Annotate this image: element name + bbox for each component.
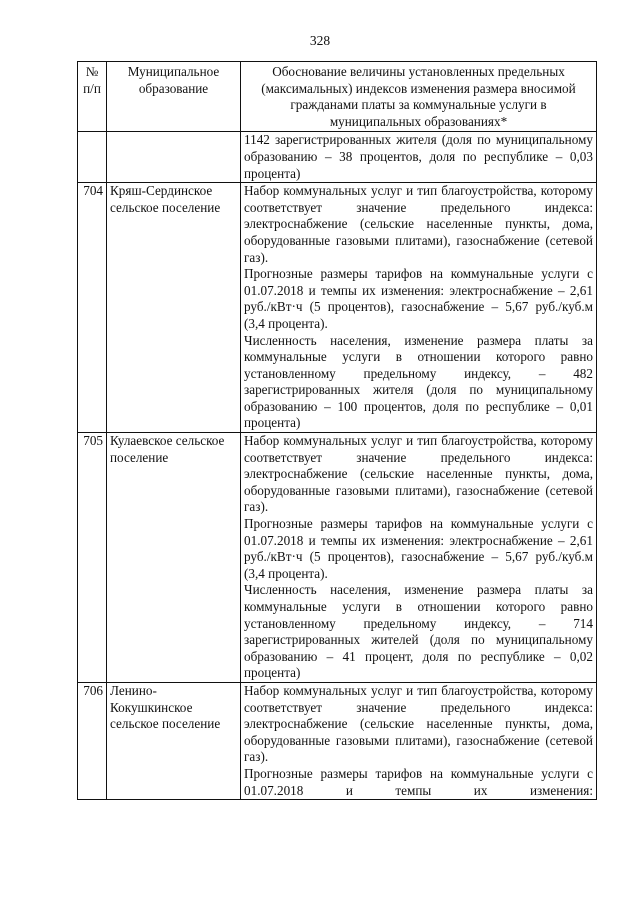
basis-paragraph: Численность населения, изменение размера платы за коммунальные услуги в отношении которого равно установленному предельному индексу, – 482 зарегистрированных жителя (доля по муниципальному образованию – 100 процентов, доля по республике – 0,01 процента)	[244, 332, 593, 431]
table-row-continuation	[78, 132, 597, 183]
row-number: 704	[78, 183, 107, 433]
row-municipality: Кряш-Сердинское сельское поселение	[107, 183, 241, 433]
header-number: № п/п	[78, 62, 107, 132]
tariff-index-table	[77, 61, 597, 800]
row-municipality-empty	[107, 132, 241, 183]
basis-paragraph: Прогнозные размеры тарифов на коммунальные услуги с 01.07.2018 и темпы их изменения: электроснабжение – 2,61 руб./кВт·ч (5 процентов), газоснабжение – 5,67 руб./куб.м (3,4 процента).	[244, 266, 593, 331]
table-header-row	[78, 62, 597, 132]
row-number: 706	[78, 682, 107, 799]
basis-paragraph: Прогнозные размеры тарифов на коммунальные услуги с 01.07.2018 и темпы их изменения: электроснабжение – 2,61 руб./кВт·ч (5 процентов), газоснабжение – 5,67 руб./куб.м (3,4 процента).	[244, 516, 593, 581]
row-basis	[241, 433, 597, 683]
basis-paragraph: Набор коммунальных услуг и тип благоустройства, которому соответствует значение предельного индекса: электроснабжение (сельские населенные пункты, дома, оборудованные газовыми плитами), газоснабжение (сетевой газ).	[244, 433, 593, 515]
table-row	[78, 682, 597, 799]
basis-paragraph: Численность населения, изменение размера платы за коммунальные услуги в отношении которого равно установленному предельному индексу, – 714 зарегистрированных жителей (доля по муниципальному образованию – 41 процент, доля по республике – 0,02 процента)	[244, 582, 593, 681]
row-basis	[241, 682, 597, 799]
row-basis	[241, 183, 597, 433]
page-number: 328	[309, 33, 331, 48]
header-municipality: Муниципальное образование	[107, 62, 241, 132]
basis-paragraph: Прогнозные размеры тарифов на коммунальные услуги с 01.07.2018 и темпы их изменения:	[244, 765, 593, 798]
row-number-empty	[78, 132, 107, 183]
basis-paragraph: Набор коммунальных услуг и тип благоустройства, которому соответствует значение предельного индекса: электроснабжение (сельские населенные пункты, дома, оборудованные газовыми плитами), газоснабжение (сетевой газ).	[244, 682, 593, 765]
basis-paragraph: Набор коммунальных услуг и тип благоустройства, которому соответствует значение предельного индекса: электроснабжение (сельские населенные пункты, дома, оборудованные газовыми плитами), газоснабжение (сетевой газ).	[244, 183, 593, 265]
table-row	[78, 183, 597, 433]
row-municipality: Ленино-Кокушкинское сельское поселение	[107, 682, 241, 799]
row-municipality: Кулаевское сельское поселение	[107, 433, 241, 683]
row-basis-continuation: 1142 зарегистрированных жителя (доля по муниципальному образованию – 38 процентов, доля по республике – 0,03 процента)	[241, 132, 597, 183]
table-row	[78, 433, 597, 683]
row-number: 705	[78, 433, 107, 683]
header-basis: Обоснование величины установленных предельных (максимальных) индексов изменения размера вносимой гражданами платы за коммунальные услуги в муниципальных образованиях*	[241, 62, 597, 132]
